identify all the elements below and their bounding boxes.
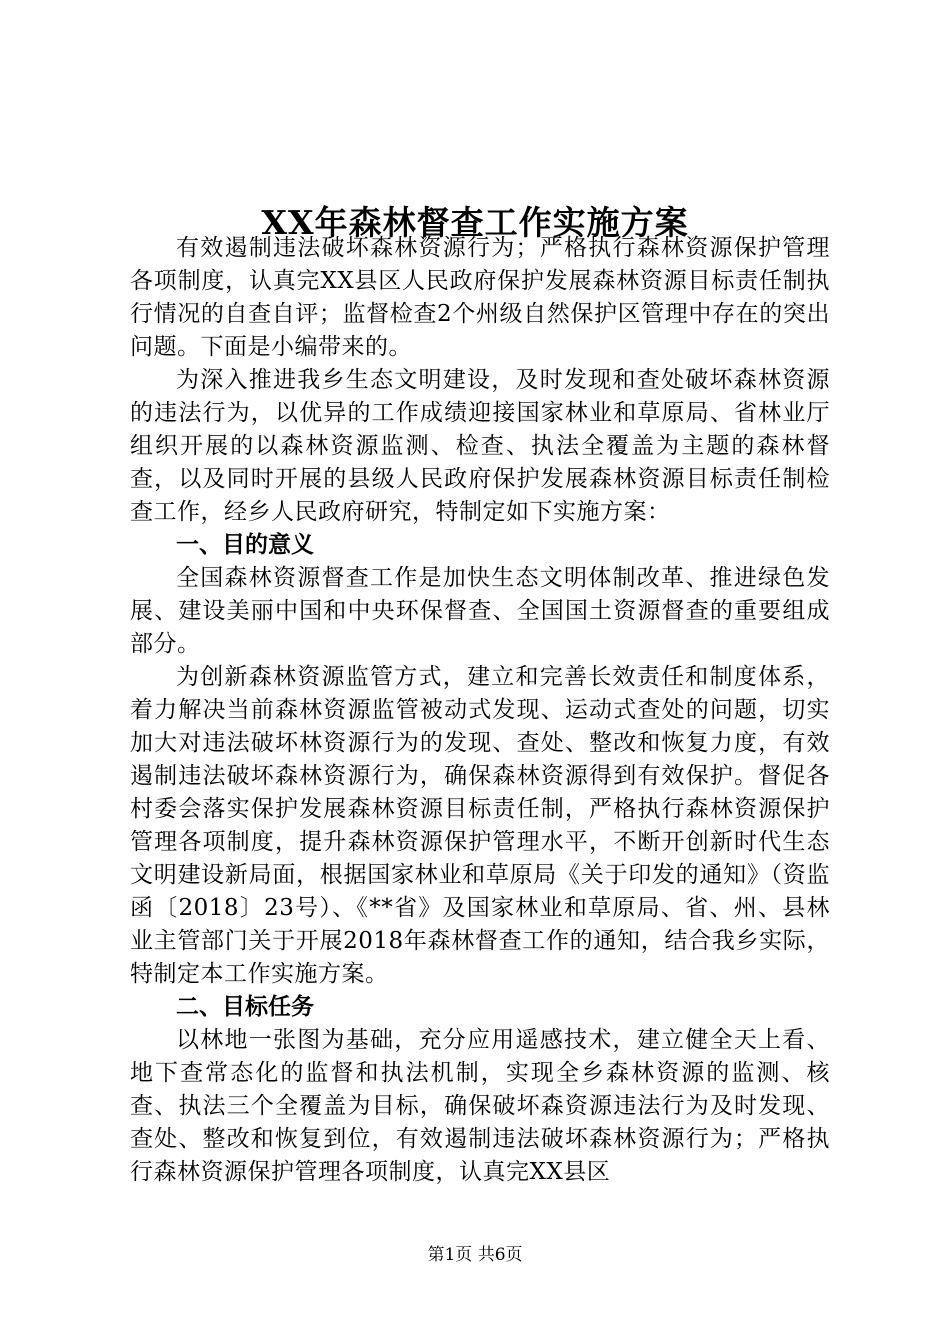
page-footer: 第1页 共6页	[427, 1245, 523, 1265]
paragraph: 为创新森林资源监管方式，建立和完善长效责任和制度体系，着力解决当前森林资源监管被动式发现、运动式查处的问题，切实加大对违法破坏林资源行为的发现、查处、整改和恢复力度，有效遏制违法破坏森林资源行为，确保森林资源得到有效保护。督促各村委会落实保护发展森林资源目标责任制，严格执行森林资源保护管理各项制度，提升森林资源保护管理水平，不断开创新时代生态文明建设新局面，根据国家林业和草原局《关于印发的通知》（资监函〔2018〕23号）、《**省》及国家林业和草原局、省、州、县林业主管部门关于开展2018年森林督查工作的通知，结合我乡实际，特制定本工作实施方案。	[130, 664, 830, 987]
paragraph: 以林地一张图为基础，充分应用遥感技术，建立健全天上看、地下查常态化的监督和执法机制，实现全乡森林资源的监测、核查、执法三个全覆盖为目标，确保破坏森资源违法行为及时发现、查处、整改和恢复到位，有效遏制违法破坏森林资源行为；严格执行森林资源保护管理各项制度，认真完XX县区	[130, 1027, 830, 1185]
section-heading: 一、目的意义	[176, 532, 314, 558]
paragraph: 全国森林资源督查工作是加快生态文明体制改革、推进绿色发展、建设美丽中国和中央环保督查、全国国土资源督查的重要组成部分。	[130, 565, 830, 657]
paragraph: 有效遏制违法破坏森林资源行为；严格执行森林资源保护管理各项制度，认真完XX县区人民政府保护发展森林资源目标责任制执行情况的自查自评；监督检查2个州级自然保护区管理中存在的突出问题。下面是小编带来的。	[130, 235, 830, 360]
document-title: XX年森林督查工作实施方案	[261, 203, 689, 243]
document-body	[130, 232, 830, 1189]
paragraph: 为深入推进我乡生态文明建设，及时发现和查处破坏森林资源的违法行为，以优异的工作成绩迎接国家林业和草原局、省林业厅组织开展的以森林资源监测、检查、执法全覆盖为主题的森林督查，以及同时开展的县级人民政府保护发展森林资源目标责任制检查工作，经乡人民政府研究，特制定如下实施方案：	[130, 367, 830, 525]
section-heading: 二、目标任务	[176, 994, 314, 1020]
